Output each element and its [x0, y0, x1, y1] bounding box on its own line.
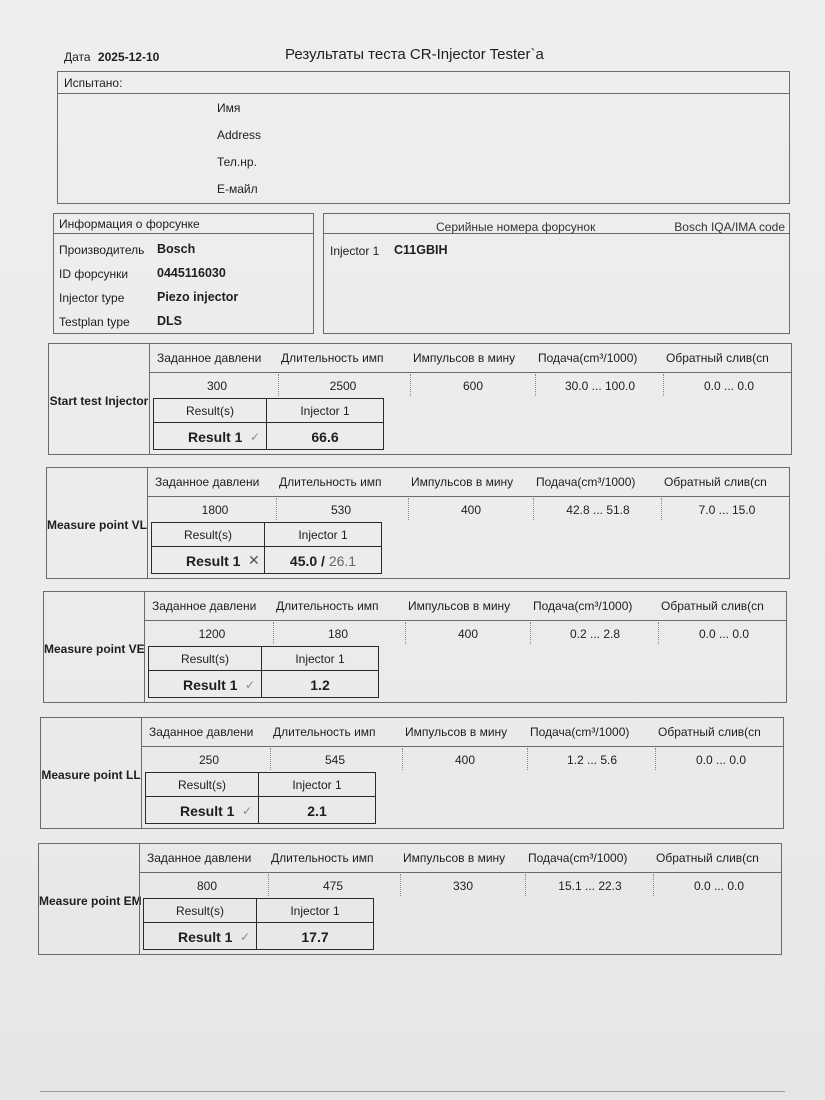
test-point-panel — [43, 591, 787, 703]
dotted-separator — [405, 622, 406, 644]
dotted-separator — [655, 748, 656, 770]
column-header: Импульсов в мину — [403, 851, 506, 865]
column-header: Подача(cm³/1000) — [533, 599, 633, 613]
column-header: Импульсов в мину — [411, 475, 514, 489]
result-table — [148, 646, 379, 698]
column-header: Подача(cm³/1000) — [528, 851, 628, 865]
column-header: Заданное давлени — [157, 351, 262, 365]
info-key-type: Injector type — [59, 291, 125, 305]
column-value: 1.2 ... 5.6 — [566, 753, 618, 767]
result-header-left: Result(s) — [183, 528, 232, 542]
column-value: 0.2 ... 2.8 — [569, 627, 621, 641]
result-table — [143, 898, 374, 950]
column-value: 800 — [196, 879, 218, 893]
result-label: Result 1 — [180, 803, 235, 819]
column-value: 1800 — [201, 503, 229, 517]
check-icon: ✓ — [250, 430, 261, 444]
column-header: Импульсов в мину — [413, 351, 516, 365]
dotted-separator — [278, 374, 279, 396]
result-header-right: Injector 1 — [295, 652, 345, 666]
serial-header-left: Серийные номера форсунок — [436, 220, 596, 234]
column-header: Обратный слив(cn — [664, 475, 767, 489]
header-divider — [149, 372, 791, 373]
column-value: 475 — [322, 879, 344, 893]
column-header: Длительность имп — [271, 851, 374, 865]
result-header-left: Result(s) — [177, 778, 226, 792]
info-value-testplan: DLS — [157, 314, 182, 328]
column-value: 250 — [198, 753, 220, 767]
result-header-row — [144, 899, 373, 923]
dotted-separator — [273, 622, 274, 644]
info-key-manufacturer: Производитель — [59, 243, 145, 257]
column-value: 0.0 ... 0.0 — [698, 627, 750, 641]
column-header: Длительность имп — [279, 475, 382, 489]
result-label: Result 1 — [188, 429, 243, 445]
info-value-type: Piezo injector — [157, 290, 239, 304]
bottom-divider — [40, 1091, 785, 1092]
result-value — [259, 803, 375, 819]
field-email-label: Е-майл — [217, 182, 258, 196]
serial-header-right: Bosch IQA/IMA code — [674, 220, 785, 234]
dotted-separator — [276, 498, 277, 520]
result-row — [152, 547, 381, 574]
test-point-name: Measure point EM — [39, 894, 142, 908]
info-value-id: 0445116030 — [157, 266, 226, 280]
dotted-separator — [535, 374, 536, 396]
column-value: 0.0 ... 0.0 — [703, 379, 755, 393]
result-primary: 66.6 — [311, 429, 339, 445]
field-name-label: Имя — [217, 101, 241, 115]
check-icon: ✓ — [242, 804, 253, 818]
test-point-panel — [38, 843, 782, 955]
column-header: Подача(cm³/1000) — [536, 475, 636, 489]
result-header-row — [146, 773, 375, 797]
result-row — [144, 923, 373, 950]
column-header: Подача(cm³/1000) — [530, 725, 630, 739]
date — [64, 50, 159, 64]
result-divider — [266, 399, 267, 422]
result-header-row — [152, 523, 381, 547]
tested-header: Испытано: — [58, 72, 789, 94]
result-primary: 1.2 — [310, 677, 330, 693]
column-value: 30.0 ... 100.0 — [564, 379, 636, 393]
dotted-separator — [268, 874, 269, 896]
injector-info-section — [53, 213, 314, 334]
header-divider — [147, 496, 789, 497]
column-header: Длительность имп — [273, 725, 376, 739]
field-address-label: Address — [217, 128, 262, 142]
column-header: Импульсов в мину — [405, 725, 508, 739]
dotted-separator — [527, 748, 528, 770]
column-value: 300 — [206, 379, 228, 393]
info-key-testplan: Testplan type — [59, 315, 130, 329]
result-header-right: Injector 1 — [290, 904, 340, 918]
result-value — [262, 677, 378, 693]
result-value — [267, 429, 383, 445]
result-value — [257, 929, 373, 945]
dotted-separator — [661, 498, 662, 520]
result-value — [265, 553, 381, 569]
result-header-left: Result(s) — [180, 652, 229, 666]
result-label: Result 1 — [178, 929, 233, 945]
column-header: Заданное давлени — [149, 725, 254, 739]
test-point-name: Measure point VE — [44, 642, 145, 656]
dotted-separator — [658, 622, 659, 644]
serial-numbers-section — [323, 213, 790, 334]
column-value: 600 — [462, 379, 484, 393]
column-value: 7.0 ... 15.0 — [698, 503, 756, 517]
column-value: 2500 — [329, 379, 357, 393]
cross-icon: ✕ — [248, 552, 260, 568]
column-header: Импульсов в мину — [408, 599, 511, 613]
column-divider — [147, 468, 148, 578]
column-header: Заданное давлени — [147, 851, 252, 865]
header-divider — [141, 746, 783, 747]
result-label: Result 1 — [183, 677, 238, 693]
column-header: Заданное давлени — [152, 599, 257, 613]
result-header-left: Result(s) — [175, 904, 224, 918]
column-value: 42.8 ... 51.8 — [566, 503, 630, 517]
dotted-separator — [653, 874, 654, 896]
dotted-separator — [410, 374, 411, 396]
serial-injector-label: Injector 1 — [330, 244, 380, 258]
column-header: Обратный слив(cn — [661, 599, 764, 613]
info-key-id: ID форсунки — [59, 267, 129, 281]
column-divider — [141, 718, 142, 828]
header-divider — [144, 620, 786, 621]
column-value: 330 — [452, 879, 474, 893]
result-row — [146, 797, 375, 824]
result-label: Result 1 — [186, 553, 241, 569]
column-value: 180 — [327, 627, 349, 641]
dotted-separator — [663, 374, 664, 396]
test-point-panel — [46, 467, 790, 579]
check-icon: ✓ — [240, 930, 251, 944]
result-header-right: Injector 1 — [292, 778, 342, 792]
column-value: 0.0 ... 0.0 — [693, 879, 745, 893]
dotted-separator — [530, 622, 531, 644]
column-value: 545 — [324, 753, 346, 767]
column-header: Обратный слив(cn — [658, 725, 761, 739]
column-header: Подача(cm³/1000) — [538, 351, 638, 365]
column-value: 0.0 ... 0.0 — [695, 753, 747, 767]
column-value: 400 — [457, 627, 479, 641]
result-header-left: Result(s) — [185, 404, 234, 418]
result-header-row — [154, 399, 383, 423]
column-header: Обратный слив(cn — [666, 351, 769, 365]
result-primary: 45.0 / — [289, 553, 329, 569]
column-divider — [144, 592, 145, 702]
dotted-separator — [400, 874, 401, 896]
field-phone-label: Тел.нр. — [217, 155, 257, 169]
result-row — [149, 671, 378, 698]
dotted-separator — [408, 498, 409, 520]
tested-section — [57, 71, 790, 204]
column-header: Обратный слив(cn — [656, 851, 759, 865]
serial-header — [324, 214, 789, 234]
dotted-separator — [533, 498, 534, 520]
column-value: 400 — [460, 503, 482, 517]
injector-info-header: Информация о форсунке — [54, 214, 313, 234]
column-header: Заданное давлени — [155, 475, 260, 489]
page-title: Результаты теста CR-Injector Tester`a — [285, 46, 544, 63]
header-divider — [139, 872, 781, 873]
column-divider — [139, 844, 140, 954]
dotted-separator — [525, 874, 526, 896]
result-header-right: Injector 1 — [300, 404, 350, 418]
column-divider — [149, 344, 150, 454]
result-row — [154, 423, 383, 450]
result-table — [145, 772, 376, 824]
dotted-separator — [402, 748, 403, 770]
result-divider — [258, 773, 259, 796]
test-point-panel — [40, 717, 784, 829]
result-primary: 2.1 — [307, 803, 327, 819]
test-point-name: Measure point LL — [41, 768, 141, 782]
column-value: 400 — [454, 753, 476, 767]
test-point-name: Start test Injector — [49, 394, 149, 408]
serial-code: C11GBIH — [394, 243, 448, 257]
date-value: 2025-12-10 — [97, 50, 160, 64]
dotted-separator — [270, 748, 271, 770]
result-primary: 17.7 — [301, 929, 329, 945]
date-label: Дата — [64, 50, 91, 64]
column-value: 530 — [330, 503, 352, 517]
column-value: 1200 — [198, 627, 226, 641]
result-divider — [256, 899, 257, 922]
result-header-right: Injector 1 — [298, 528, 348, 542]
column-header: Длительность имп — [276, 599, 379, 613]
result-table — [151, 522, 382, 574]
result-divider — [264, 523, 265, 546]
test-point-name: Measure point VL — [47, 518, 148, 532]
result-divider — [261, 647, 262, 670]
result-secondary: 26.1 — [328, 553, 357, 569]
info-value-manufacturer: Bosch — [157, 242, 196, 256]
result-header-row — [149, 647, 378, 671]
result-table — [153, 398, 384, 450]
check-icon: ✓ — [245, 678, 256, 692]
column-header: Длительность имп — [281, 351, 384, 365]
test-point-panel — [48, 343, 792, 455]
column-value: 15.1 ... 22.3 — [558, 879, 622, 893]
